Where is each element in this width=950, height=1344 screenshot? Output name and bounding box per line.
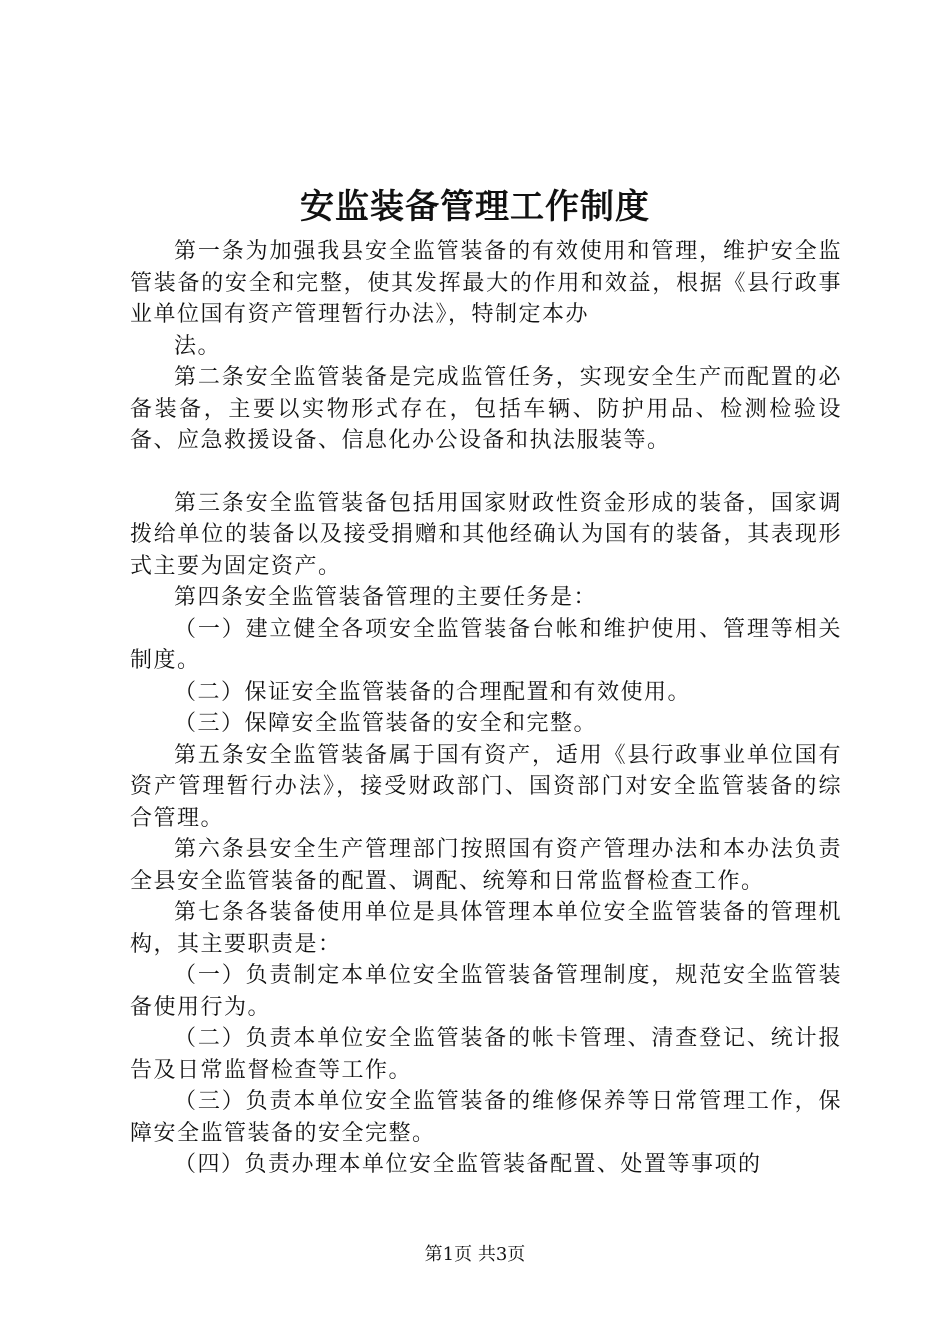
article-1-continuation: 法。 — [174, 333, 222, 359]
article-2: 第二条安全监管装备是完成监管任务，实现安全生产而配置的必备装备，主要以实物形式存在，包括车辆、防护用品、检测检验设备、应急救援设备、信息化办公设备和执法服装等。 — [130, 365, 842, 453]
article-7-item-2: （二）负责本单位安全监管装备的帐卡管理、清查登记、统计报告及日常监督检查等工作。 — [130, 1026, 842, 1083]
article-7-item-3: （三）负责本单位安全监管装备的维修保养等日常管理工作，保障安全监管装备的安全完整。 — [130, 1089, 842, 1146]
article-7-item-1: （一）负责制定本单位安全监管装备管理制度，规范安全监管装备使用行为。 — [130, 963, 842, 1020]
document-body — [130, 236, 842, 1181]
page-number: 第1页 共3页 — [424, 1244, 526, 1265]
article-7-item-4: （四）负责办理本单位安全监管装备配置、处置等事项的 — [174, 1152, 762, 1177]
article-5: 第五条安全监管装备属于国有资产，适用《县行政事业单位国有资产管理暂行办法》，接受财政部门、国资部门对安全监管装备的综合管理。 — [130, 742, 842, 831]
page-title: 安监装备管理工作制度 — [300, 187, 650, 227]
article-4-item-1: （一）建立健全各项安全监管装备台帐和维护使用、管理等相关制度。 — [130, 616, 842, 673]
article-7: 第七条各装备使用单位是具体管理本单位安全监管装备的管理机构，其主要职责是： — [130, 900, 842, 957]
article-4-item-2: （二）保证安全监管装备的合理配置和有效使用。 — [174, 679, 692, 705]
article-1: 第一条为加强我县安全监管装备的有效使用和管理，维护安全监管装备的安全和完整，使其发挥最大的作用和效益，根据《县行政事业单位国有资产管理暂行办法》，特制定本办 — [130, 239, 842, 327]
article-4-item-3: （三）保障安全监管装备的安全和完整。 — [174, 711, 598, 736]
article-3: 第三条安全监管装备包括用国家财政性资金形成的装备，国家调拨给单位的装备以及接受捐赠和其他经确认为国有的装备，其表现形式主要为固定资产。 — [130, 490, 842, 579]
article-6: 第六条县安全生产管理部门按照国有资产管理办法和本办法负责全县安全监管装备的配置、调配、统筹和日常监督检查工作。 — [130, 837, 842, 894]
article-4: 第四条安全监管装备管理的主要任务是： — [174, 585, 598, 610]
